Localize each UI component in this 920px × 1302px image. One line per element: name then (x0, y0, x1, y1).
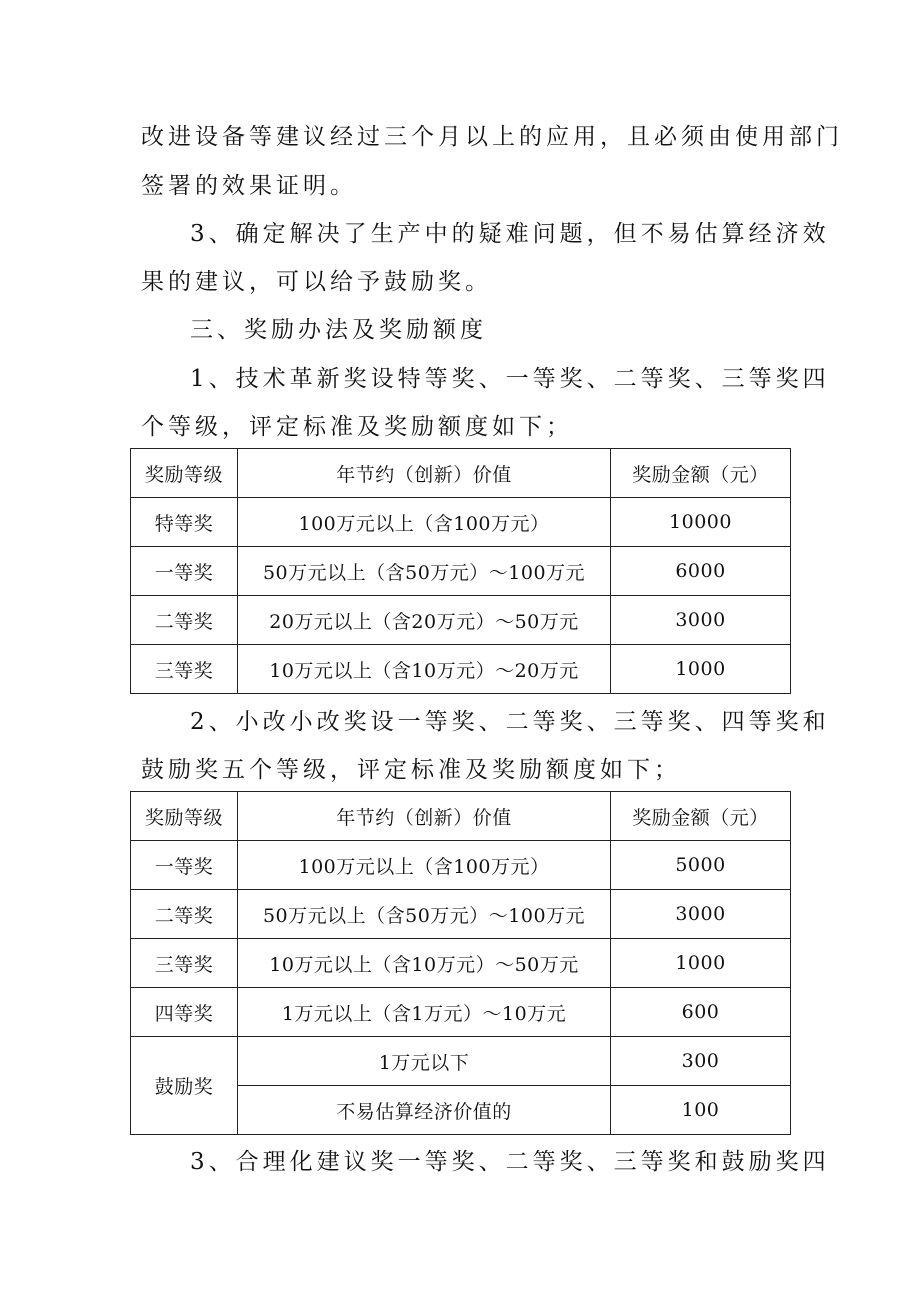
header-cell: 奖励金额（元） (611, 449, 791, 498)
table-row (131, 1037, 791, 1086)
amount-cell: 3000 (611, 890, 791, 939)
value-cell: 10万元以上（含10万元）～20万元 (238, 645, 611, 694)
section-heading: 三、奖励办法及奖励额度 (190, 317, 487, 343)
grade-cell: 特等奖 (131, 498, 238, 547)
value-cell: 100万元以上（含100万元） (238, 841, 611, 890)
value-cell: 20万元以上（含20万元）～50万元 (238, 596, 611, 645)
grade-cell: 四等奖 (131, 988, 238, 1037)
table-row (131, 939, 791, 988)
header-cell: 奖励等级 (131, 792, 238, 841)
table-row (131, 596, 791, 645)
grade-cell: 一等奖 (131, 547, 238, 596)
grade-cell: 二等奖 (131, 596, 238, 645)
amount-cell: 100 (611, 1086, 791, 1135)
paragraph-line: 个等级，评定标准及奖励额度如下； (141, 414, 573, 440)
header-cell: 奖励等级 (131, 449, 238, 498)
table-row (131, 547, 791, 596)
amount-cell: 10000 (611, 498, 791, 547)
amount-cell: 1000 (611, 645, 791, 694)
table-row (131, 841, 791, 890)
table-row (131, 645, 791, 694)
paragraph-line: 签署的效果证明。 (141, 173, 357, 199)
grade-cell: 二等奖 (131, 890, 238, 939)
value-cell: 1万元以下 (238, 1037, 611, 1086)
table-header-row (131, 792, 791, 841)
technical-innovation-award-table (130, 448, 791, 694)
value-cell: 100万元以上（含100万元） (238, 498, 611, 547)
header-cell: 奖励金额（元） (611, 792, 791, 841)
table-row (131, 890, 791, 939)
value-cell: 10万元以上（含10万元）～50万元 (238, 939, 611, 988)
value-cell: 50万元以上（含50万元）～100万元 (238, 547, 611, 596)
header-cell: 年节约（创新）价值 (238, 449, 611, 498)
small-improvement-award-table (130, 791, 791, 1135)
amount-cell: 600 (611, 988, 791, 1037)
amount-cell: 3000 (611, 596, 791, 645)
value-cell: 1万元以上（含1万元）～10万元 (238, 988, 611, 1037)
paragraph-line: 1、技术革新奖设特等奖、一等奖、二等奖、三等奖四 (190, 366, 830, 392)
paragraph-line: 改进设备等建议经过三个月以上的应用，且必须由使用部门 (141, 124, 843, 150)
paragraph-line: 3、合理化建议奖一等奖、二等奖、三等奖和鼓励奖四 (190, 1149, 830, 1175)
amount-cell: 300 (611, 1037, 791, 1086)
paragraph-line: 2、小改小改奖设一等奖、二等奖、三等奖、四等奖和 (190, 709, 830, 735)
paragraph-line: 3、确定解决了生产中的疑难问题，但不易估算经济效 (190, 221, 830, 247)
paragraph-line: 果的建议，可以给予鼓励奖。 (141, 269, 492, 295)
grade-cell: 三等奖 (131, 645, 238, 694)
table-header-row (131, 449, 791, 498)
amount-cell: 6000 (611, 547, 791, 596)
header-cell: 年节约（创新）价值 (238, 792, 611, 841)
value-cell: 50万元以上（含50万元）～100万元 (238, 890, 611, 939)
paragraph-line: 鼓励奖五个等级，评定标准及奖励额度如下； (141, 757, 681, 783)
table-row (131, 498, 791, 547)
table-row (131, 988, 791, 1037)
amount-cell: 5000 (611, 841, 791, 890)
value-cell: 不易估算经济价值的 (238, 1086, 611, 1135)
grade-cell-encourage: 鼓励奖 (131, 1037, 238, 1135)
grade-cell: 一等奖 (131, 841, 238, 890)
amount-cell: 1000 (611, 939, 791, 988)
grade-cell: 三等奖 (131, 939, 238, 988)
